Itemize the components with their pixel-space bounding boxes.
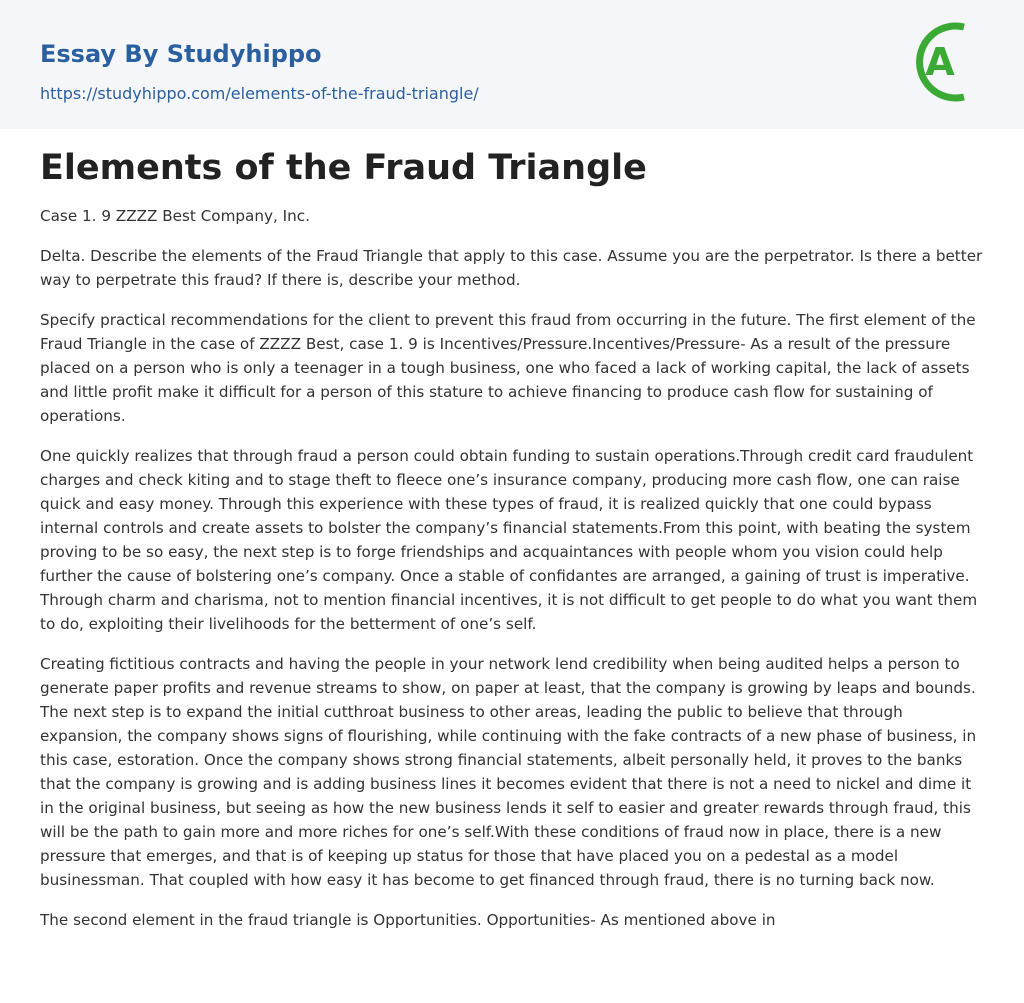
article-paragraph-question: Delta. Describe the elements of the Fraud Triangle that apply to this case. Assume you are the perpetrator. Is there a better way to perpetrate this fraud? If there is, describe your method. [40, 247, 983, 289]
logo-letter: A [925, 40, 955, 84]
article-paragraph-fraud-funding: One quickly realizes that through fraud a person could obtain funding to sustain operations.Through credit card fraudulent charges and check kiting and to stage theft to fleece one’s insurance company, producing more cash flow, one can raise quick and easy money. Through this experience with these types of fraud, it is realized quickly that one could bypass internal controls and create assets to bolster the company’s financial statements.From this point, with beating the system proving to be so easy, the next step is to forge friendships and acquaintances with people whom you vision could help further the cause of bolstering one’s company. Once a stable of confidantes are arranged, a gaining of trust is imperative. Through charm and charisma, not to mention financial incentives, it is not difficult to get people to do what you want them to do, exploiting their livelihoods for the betterment of one’s self. [40, 447, 978, 633]
studyhippo-logo-icon[interactable] [912, 18, 988, 106]
article-paragraph-opportunities: The second element in the fraud triangle is Opportunities. Opportunities- As mentioned above in [40, 911, 776, 929]
article-title: Elements of the Fraud Triangle [40, 148, 647, 188]
article-paragraph-case: Case 1. 9 ZZZZ Best Company, Inc. [40, 207, 310, 225]
source-url-link[interactable]: https://studyhippo.com/elements-of-the-fraud-triangle/ [40, 84, 479, 103]
article-paragraph-incentives: Specify practical recommendations for the client to prevent this fraud from occurring in the future. The first element of the Fraud Triangle in the case of ZZZZ Best, case 1. 9 is Incentives/Pressure.Incentives/Pressure- As a result of the pressure placed on a person who is only a teenager in a tough business, one who faced a lack of working capital, the lack of assets and little profit make it difficult for a person of this stature to achieve financing to produce cash flow for sustaining of operations. [40, 311, 976, 425]
site-header [0, 0, 1024, 129]
site-title[interactable]: Essay By Studyhippo [40, 40, 322, 68]
article-paragraph-fictitious-contracts: Creating fictitious contracts and having the people in your network lend credibility when being audited helps a person to generate paper profits and revenue streams to show, on paper at least, that the company is growing by leaps and bounds. The next step is to expand the initial cutthroat business to other areas, leading the public to believe that through expansion, the company shows signs of flourishing, while continuing with the fake contracts of a new phase of business, in this case, estoration. Once the company shows strong financial statements, albeit personally held, it proves to the banks that the company is growing and is adding business lines it becomes evident that there is not a need to nickel and dime it in the original business, but seeing as how the new business lends it self to easier and greater rewards through fraud, this will be the path to gain more and more riches for one’s self.With these conditions of fraud now in place, there is a new pressure that emerges, and that is of keeping up status for those that have placed you on a pedestal as a model businessman. That coupled with how easy it has become to get financed through fraud, there is no turning back now. [40, 655, 977, 889]
article [40, 142, 986, 948]
